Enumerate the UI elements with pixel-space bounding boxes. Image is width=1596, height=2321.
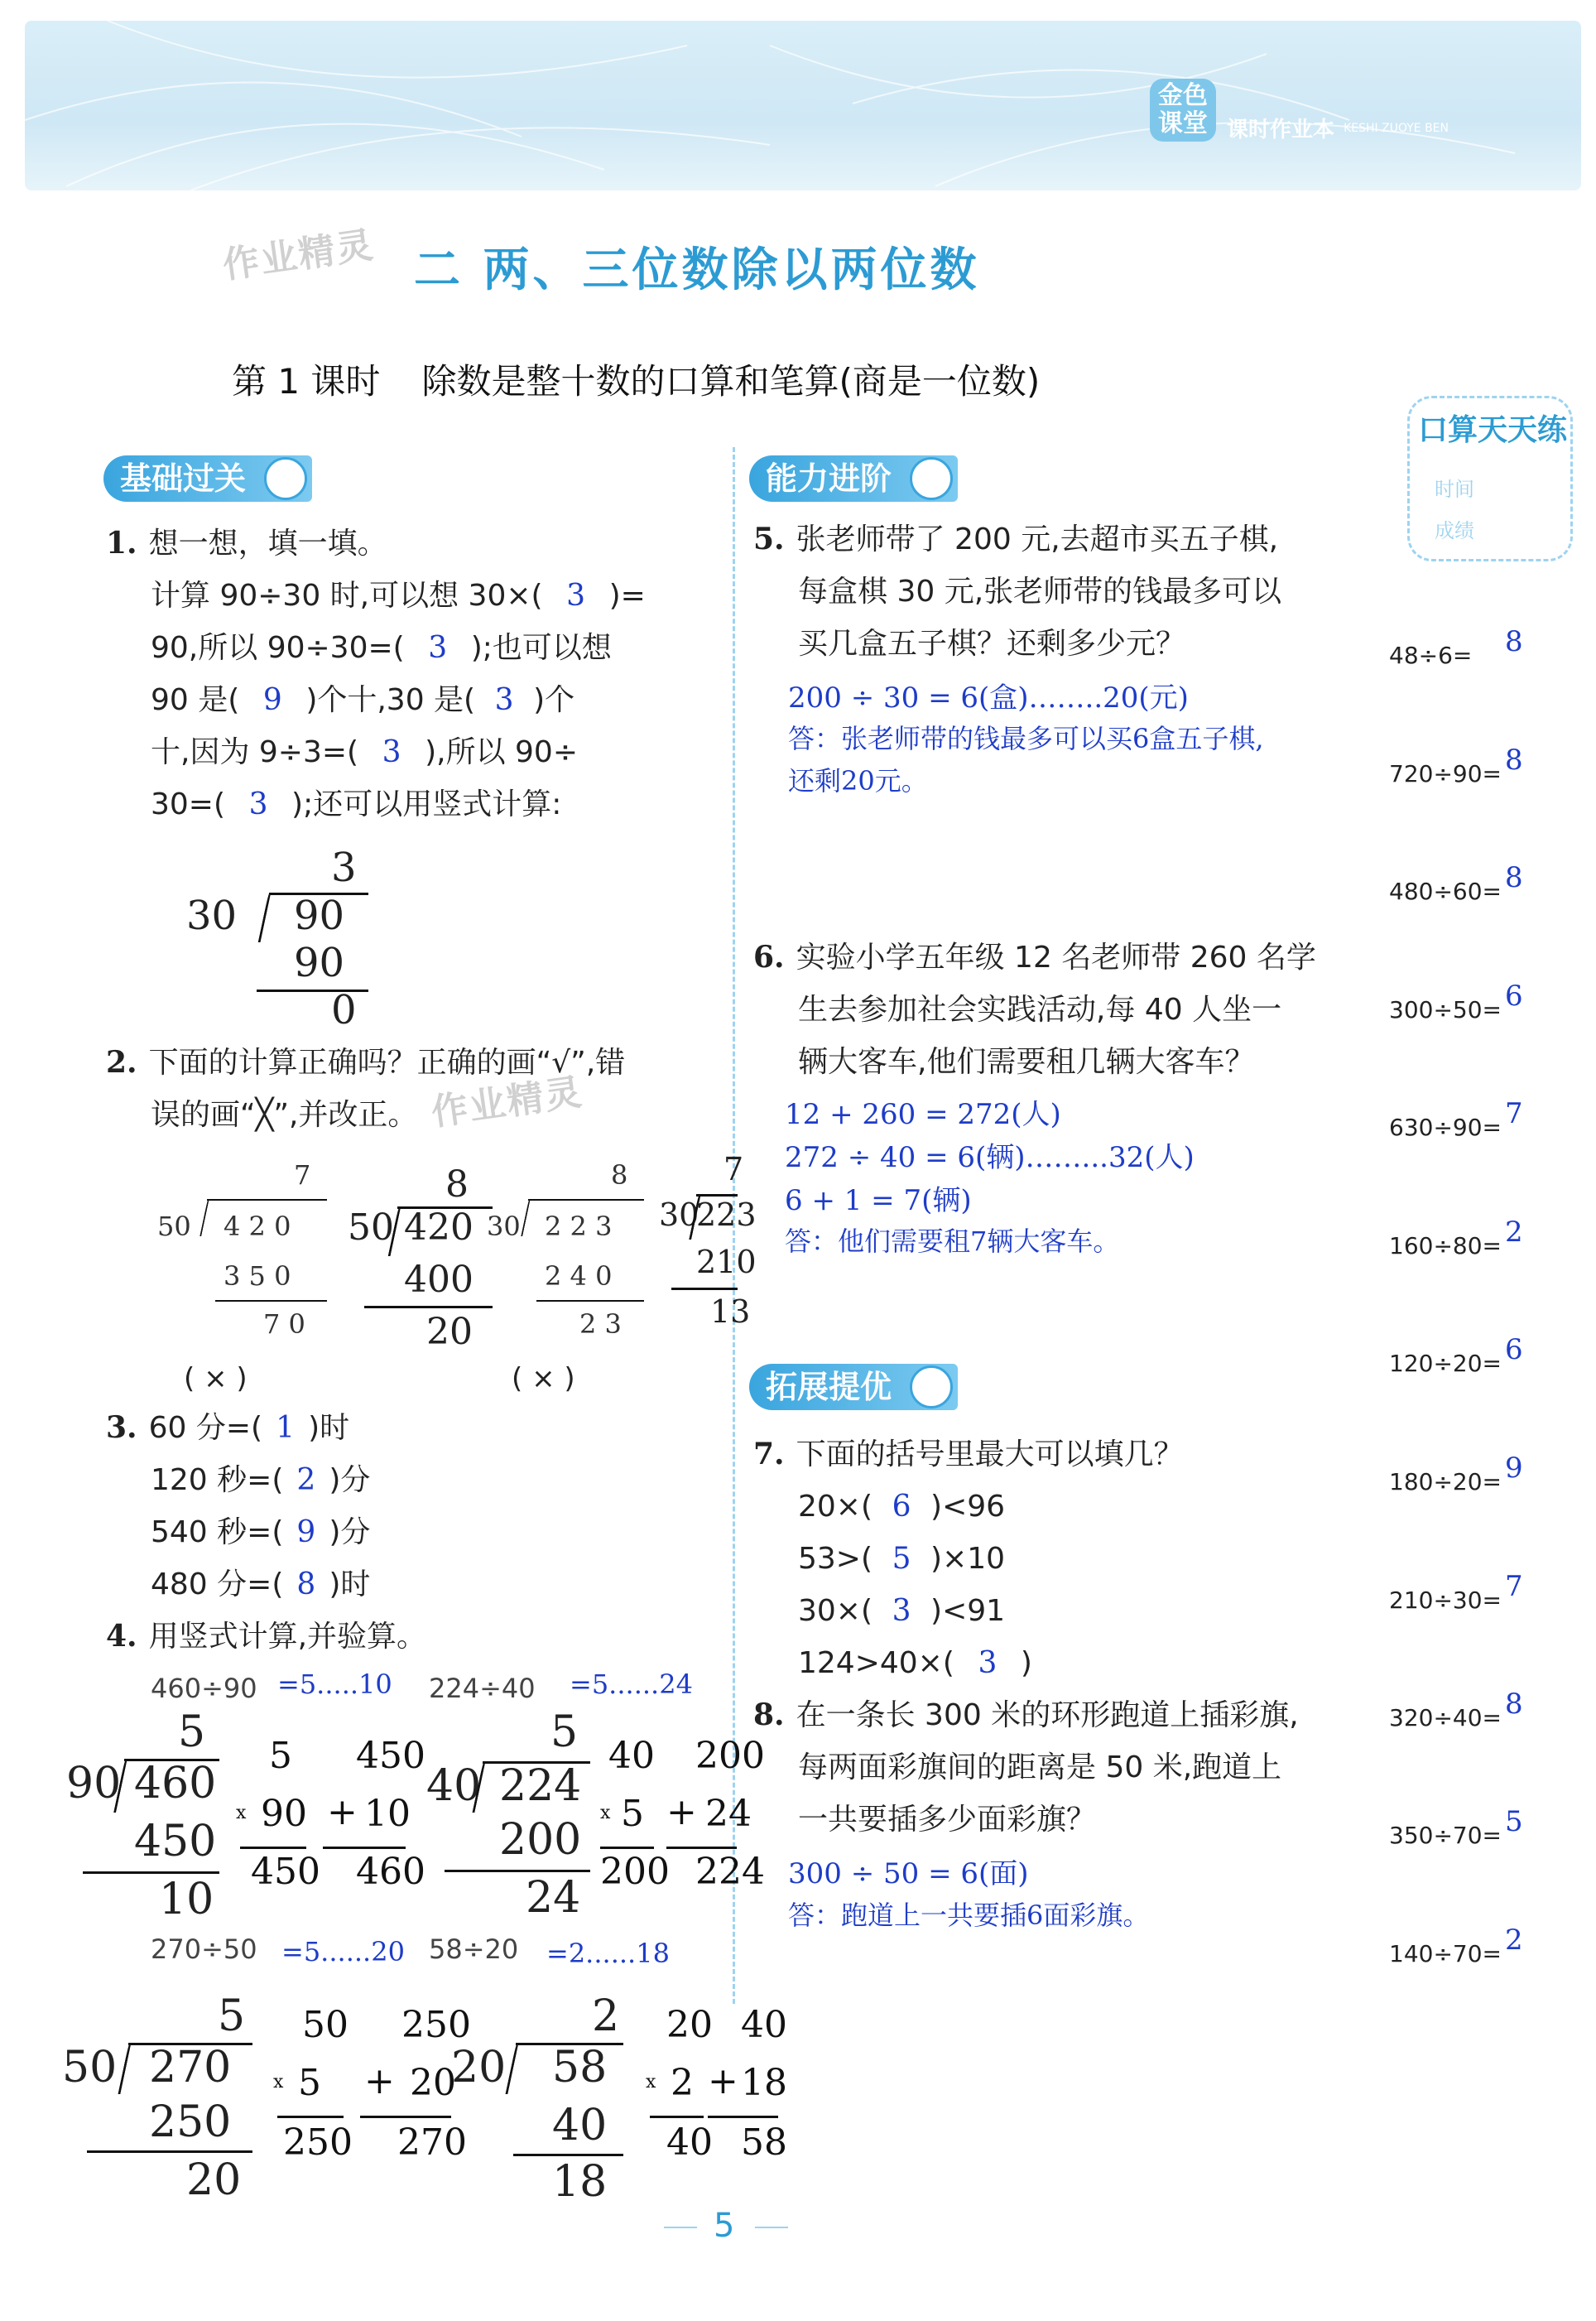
answer: 9 <box>262 683 282 717</box>
work-270-50: 5 50 270 250 20 <box>62 1991 261 2207</box>
check-add-1: 450 + 10 460 <box>319 1735 410 1925</box>
question-1: 1. 想一想，填一填。 计算 90÷30 时,可以想 30×( 3 )= 90,所以 90÷30=( 3 );也可以想 90 是( 9 )个十,30 是( 3 )个 十,因为 9÷3=( 3 ),所以 90÷ 30=( 3 );还可以用竖式计算: <box>106 518 719 831</box>
result-1: =5.....10 <box>277 1669 392 1700</box>
answer: 3 <box>248 787 268 821</box>
printed-division-2: 8 30 2 2 3 2 4 0 2 3 <box>487 1159 652 1325</box>
oral-item: 210÷30= 7 <box>1389 1570 1523 1614</box>
work-460-90: 5 90 460 450 10 <box>66 1707 224 1931</box>
printed-division-1: 7 50 4 2 0 3 5 0 7 0 <box>157 1159 339 1325</box>
watermark: 作业精灵 <box>428 1071 586 1134</box>
result-3: =5......20 <box>281 1936 405 1967</box>
solution-5-step: 200 ÷ 30 = 6(盒)……..20(元) <box>788 681 1189 715</box>
check-multiply-3: 50 x 5 250 <box>273 2004 353 2164</box>
oral-item: 48÷6= 8 <box>1389 625 1523 669</box>
oral-practice-title: 口算天天练 <box>1418 413 1568 447</box>
solution-5-answer-cont: 还剩20元。 <box>788 765 928 797</box>
watermark: 作业精灵 <box>219 224 377 287</box>
oral-item: 480÷60= 8 <box>1389 861 1523 905</box>
corrected-division-2: 7 30 223 210 13 <box>659 1151 757 1330</box>
section-extend: 拓展提优 <box>749 1364 958 1410</box>
oral-item: 720÷90= 8 <box>1389 744 1523 787</box>
logo-text: 课时作业本 <box>1227 118 1335 142</box>
answer: 3 <box>566 579 586 613</box>
exercise-460-90: 460÷90 <box>151 1673 257 1704</box>
check-add-3: 250 + 20 270 <box>360 2004 455 2203</box>
mark-wrong: ( × ) <box>184 1362 248 1395</box>
answer: 8 <box>296 1567 316 1601</box>
face-icon <box>264 457 307 500</box>
answer: 3 <box>892 1594 911 1628</box>
answer: 9 <box>296 1515 316 1549</box>
answer: 1 <box>276 1411 296 1445</box>
solution-6-step-2: 272 ÷ 40 = 6(辆)……...32(人) <box>785 1141 1195 1174</box>
check-multiply-1: 5 x 90 450 <box>236 1735 320 1893</box>
question-2: 2. 下面的计算正确吗？正确的画“√”,错 误的画“╳”,并改正。 <box>106 1045 626 1132</box>
brand-logo <box>1150 79 1449 143</box>
header-banner <box>25 21 1581 190</box>
question-5: 5. 张老师带了 200 元,去超市买五子棋, 每盒棋 30 元,张老师带的钱最多可以 买几盒五子棋？还剩多少元？ <box>753 522 1282 661</box>
logo-subtext: KESHI ZUOYE BEN <box>1344 121 1449 135</box>
solution-6-step-3: 6 + 1 = 7(辆) <box>785 1184 972 1217</box>
oral-item: 180÷20= 9 <box>1389 1452 1523 1495</box>
oral-item: 320÷40= 8 <box>1389 1688 1523 1731</box>
answer: 5 <box>892 1542 911 1576</box>
face-icon <box>910 1365 953 1408</box>
oral-item: 300÷50= 6 <box>1389 980 1523 1023</box>
oral-item: 350÷70= 5 <box>1389 1805 1523 1849</box>
lesson-title <box>232 354 1040 404</box>
page-number: 5 <box>714 2207 735 2245</box>
oral-item: 630÷90= 7 <box>1389 1097 1523 1141</box>
oral-practice-box <box>1407 396 1573 561</box>
chapter-title: 二 两、三位数除以两位数 <box>414 243 980 297</box>
corrected-division-1: 8 50 420 400 20 <box>348 1163 497 1362</box>
section-ability: 能力进阶 <box>749 455 958 502</box>
check-add-2: 200 + 24 224 <box>666 1735 765 1893</box>
check-multiply-2: 40 x 5 200 <box>600 1735 670 1893</box>
work-58-20: 2 20 58 40 18 <box>451 1991 629 2207</box>
solution-8-step: 300 ÷ 50 = 6(面) <box>788 1857 1029 1890</box>
face-icon <box>910 457 953 500</box>
oral-item: 140÷70= 2 <box>1389 1924 1523 1967</box>
long-division-q1: 3 30 90 90 0 <box>182 845 381 1035</box>
mark-wrong: ( × ) <box>512 1362 575 1395</box>
question-6: 6. 实验小学五年级 12 名老师带 260 名学 生去参加社会实践活动,每 40 人坐一 辆大客车,他们需要租几辆大客车？ <box>753 940 1316 1079</box>
solution-5-answer: 答：张老师带的钱最多可以买6盒五子棋, <box>788 723 1264 754</box>
answer: 3 <box>428 631 448 665</box>
exercise-58-20: 58÷20 <box>429 1933 519 1965</box>
score-label: 成绩 <box>1435 519 1474 542</box>
answer: 3 <box>382 735 401 769</box>
question-3: 3. 60 分=( 1 )时 120 秒=( 2 )分 540 秒=( 9 )分 480 分=( 8 )时 <box>106 1402 719 1611</box>
logo-badge: 金色 课堂 <box>1150 79 1216 142</box>
section-basic: 基础过关 <box>103 455 312 502</box>
solution-6-step-1: 12 + 260 = 272(人) <box>785 1098 1061 1131</box>
answer: 6 <box>892 1490 911 1524</box>
result-2: =5......24 <box>570 1669 693 1700</box>
question-4: 4. 用竖式计算,并验算。 <box>106 1619 427 1654</box>
exercise-270-50: 270÷50 <box>151 1933 257 1965</box>
check-add-4: 40 + 18 58 <box>708 2004 787 2164</box>
lesson-name: 除数是整十数的口算和笔算(商是一位数) <box>421 361 1041 402</box>
lesson-number: 第 1 课时 <box>232 361 381 402</box>
result-4: =2......18 <box>546 1938 670 1969</box>
oral-item: 120÷20= 6 <box>1389 1333 1523 1377</box>
check-multiply-4: 20 x 2 40 <box>646 2004 713 2164</box>
exercise-224-40: 224÷40 <box>429 1673 536 1704</box>
oral-item: 160÷80= 2 <box>1389 1216 1523 1259</box>
answer: 2 <box>296 1463 316 1497</box>
work-224-40: 5 40 224 200 24 <box>426 1707 592 1931</box>
question-8: 8. 在一条长 300 米的环形跑道上插彩旗, 每两面彩旗间的距离是 50 米,跑道上 一共要插多少面彩旗？ <box>753 1697 1299 1837</box>
time-label: 时间 <box>1435 478 1474 501</box>
answer: 3 <box>978 1646 997 1680</box>
answer: 3 <box>494 683 514 717</box>
solution-6-answer: 答：他们需要租7辆大客车。 <box>785 1226 1120 1257</box>
solution-8-answer: 答：跑道上一共要插6面彩旗。 <box>788 1900 1150 1931</box>
question-7: 7. 下面的括号里最大可以填几？ 20×( 6 )<96 53>( 5 )×10 30×( 3 )<91 124>40×( 3 ) <box>753 1428 1382 1689</box>
